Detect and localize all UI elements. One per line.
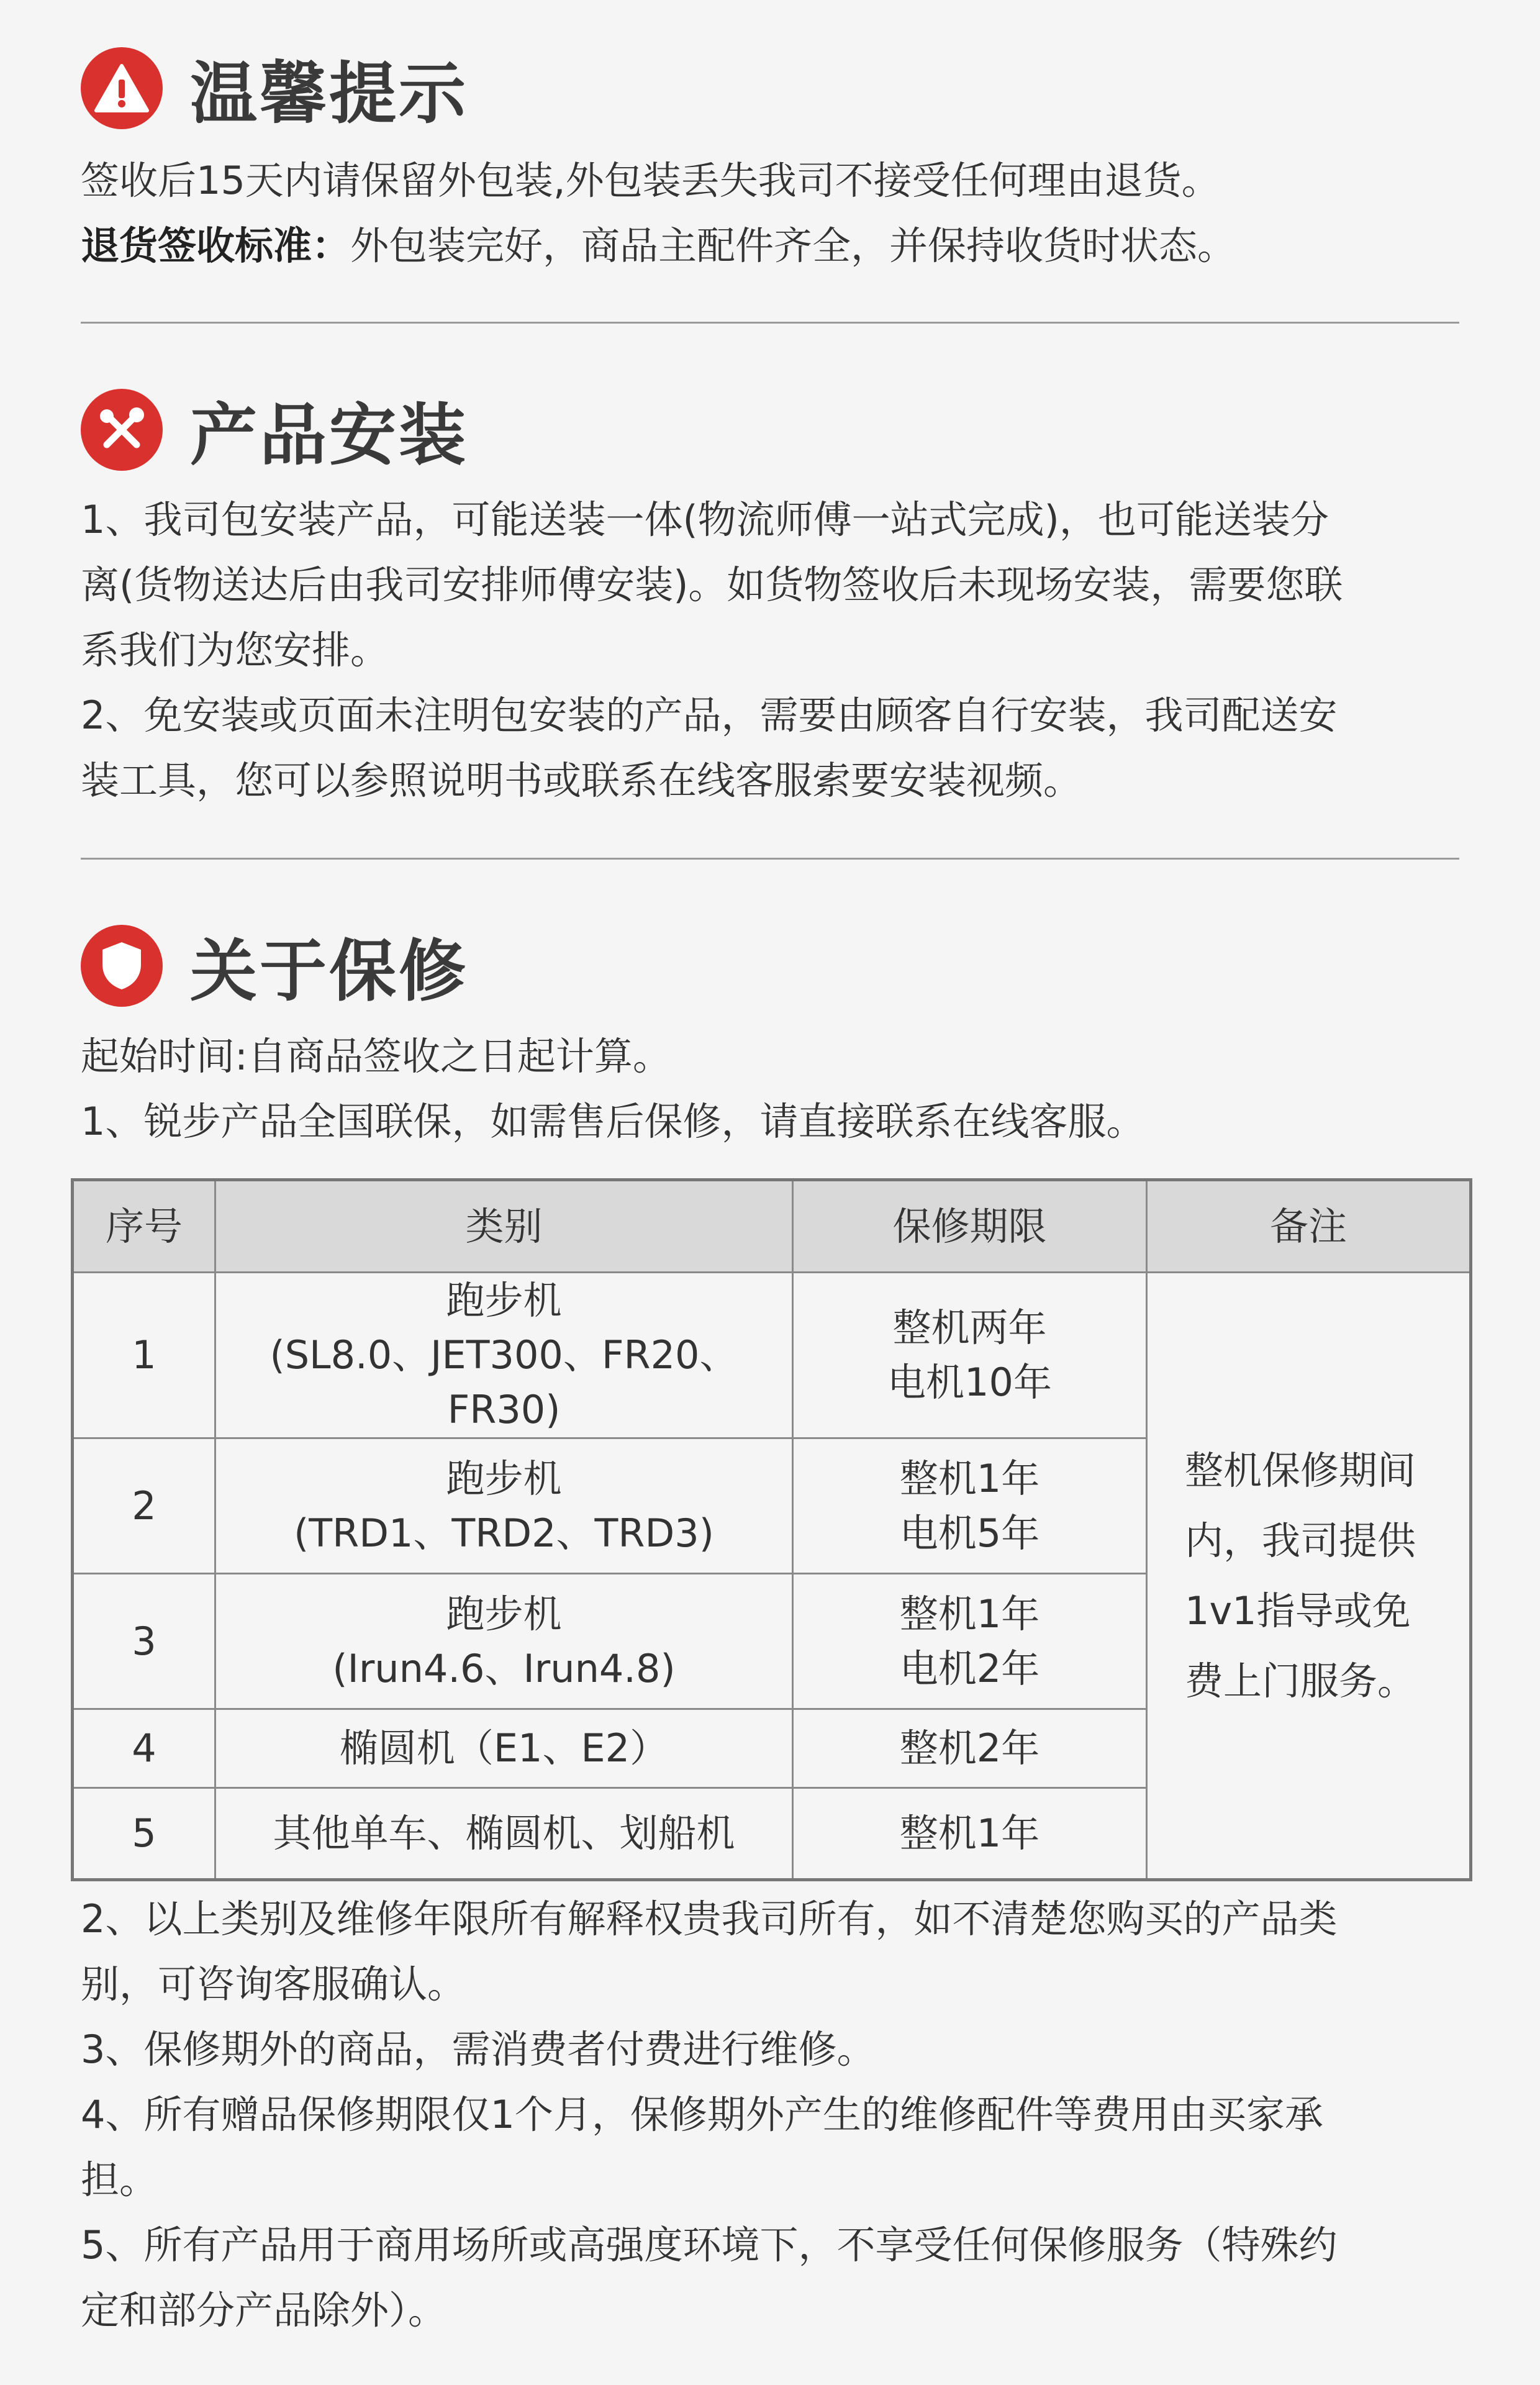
cell-term [793, 1273, 1147, 1438]
note-line: 1v1指导或免 [1185, 1588, 1411, 1633]
divider-1 [81, 322, 1459, 324]
cell-no: 1 [73, 1273, 215, 1438]
cell-no: 3 [73, 1574, 215, 1709]
tips-text [81, 148, 1459, 278]
warranty-term-line: 4、所有赠品保修期限仅1个月，保修期外产生的维修配件等费用由买家承 [81, 2092, 1323, 2137]
term-line: 电机5年 [899, 1510, 1040, 1556]
category-models: (TRD1、TRD2、TRD3) [294, 1510, 714, 1556]
header-term: 保修期限 [793, 1180, 1147, 1273]
cell-term [793, 1438, 1147, 1574]
warranty-intro [81, 1024, 1459, 1154]
note-line: 费上门服务。 [1185, 1658, 1416, 1704]
warranty-terms [81, 1886, 1459, 2343]
divider-2 [81, 858, 1459, 860]
warranty-term-line: 2、以上类别及维修年限所有解释权贵我司所有，如不清楚您购买的产品类 [81, 1896, 1338, 1942]
note-line: 整机保修期间 [1185, 1448, 1416, 1493]
warning-icon [81, 47, 163, 129]
category-models: (Irun4.6、Irun4.8) [332, 1645, 676, 1691]
warranty-term-line: 担。 [81, 2157, 158, 2202]
warranty-table [71, 1178, 1472, 1881]
cell-term: 整机1年 [793, 1788, 1147, 1880]
section-title-install: 产品安装 [190, 397, 469, 475]
term-line: 电机2年 [899, 1645, 1040, 1691]
header-note: 备注 [1147, 1180, 1471, 1273]
term-line: 电机10年 [887, 1360, 1052, 1405]
section-warranty-header [81, 917, 468, 1014]
warranty-term-line: 定和部分产品除外）。 [81, 2287, 447, 2333]
install-line: 装工具，您可以参照说明书或联系在线客服索要安装视频。 [81, 758, 1082, 803]
cell-category [215, 1574, 793, 1709]
category-line: 跑步机 [446, 1455, 562, 1501]
term-line: 整机1年 [899, 1591, 1040, 1637]
header-category: 类别 [215, 1180, 793, 1273]
return-standard-text: 外包装完好，商品主配件齐全，并保持收货时状态。 [350, 223, 1236, 268]
term-line: 整机1年 [899, 1455, 1040, 1501]
return-standard-label: 退货签收标准： [81, 223, 351, 268]
install-text [81, 487, 1459, 813]
section-title-tips: 温馨提示 [190, 55, 469, 133]
install-line: 1、我司包安装产品，可能送装一体(物流师傅一站式完成)，也可能送装分 [81, 497, 1329, 542]
warranty-intro-line: 起始时间:自商品签收之日起计算。 [81, 1034, 671, 1079]
cell-note [1147, 1273, 1471, 1880]
term-line: 整机两年 [892, 1305, 1047, 1350]
category-line: 跑步机 [446, 1591, 562, 1637]
cell-no: 2 [73, 1438, 215, 1574]
warranty-term-line: 别，可咨询客服确认。 [81, 1961, 466, 2007]
cell-category: 其他单车、椭圆机、划船机 [215, 1788, 793, 1880]
cell-category [215, 1273, 793, 1438]
tools-icon [81, 389, 163, 471]
warranty-term-line: 5、所有产品用于商用场所或高强度环境下，不享受任何保修服务（特殊约 [81, 2222, 1338, 2268]
cell-category: 椭圆机（E1、E2） [215, 1709, 793, 1788]
category-models: (SL8.0、JET300、FR20、FR30) [270, 1332, 738, 1432]
install-line: 离(货物送达后由我司安排师傅安装)。如货物签收后未现场安装，需要您联 [81, 562, 1343, 607]
cell-category [215, 1438, 793, 1574]
warranty-intro-line: 1、锐步产品全国联保，如需售后保修，请直接联系在线客服。 [81, 1099, 1145, 1144]
table-row [73, 1273, 1471, 1438]
cell-no: 5 [73, 1788, 215, 1880]
warranty-term-line: 3、保修期外的商品，需消费者付费进行维修。 [81, 2027, 876, 2072]
section-tips-header [81, 40, 468, 136]
install-line: 2、免安装或页面未注明包安装的产品，需要由顾客自行安装，我司配送安 [81, 693, 1338, 738]
header-no: 序号 [73, 1180, 215, 1273]
cell-no: 4 [73, 1709, 215, 1788]
install-line: 系我们为您安排。 [81, 627, 389, 673]
tips-line-2 [81, 213, 1459, 278]
section-install-header [81, 381, 468, 478]
shield-icon [81, 925, 163, 1007]
cell-term: 整机2年 [793, 1709, 1147, 1788]
category-line: 跑步机 [446, 1278, 562, 1323]
tips-line-1: 签收后15天内请保留外包装,外包装丢失我司不接受任何理由退货。 [81, 158, 1220, 203]
section-title-warranty: 关于保修 [190, 933, 469, 1011]
cell-term [793, 1574, 1147, 1709]
note-line: 内，我司提供 [1185, 1518, 1416, 1563]
table-header-row [73, 1180, 1471, 1273]
